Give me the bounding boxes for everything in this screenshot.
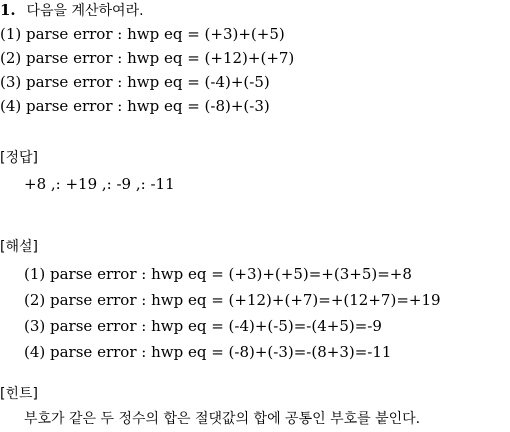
answer-header: [정답] — [0, 150, 38, 166]
answer-text: +8 ,: +19 ,: -9 ,: -11 — [24, 175, 175, 193]
problem-title — [0, 0, 144, 20]
solution-item-1: (1) parse error : hwp eq = (+3)+(+5)=+(3+5)=+8 — [24, 265, 412, 283]
hint-text: 부호가 같은 두 정수의 합은 절댓값의 합에 공통인 부호를 붙인다. — [24, 411, 421, 427]
solution-header: [해설] — [0, 239, 38, 255]
hint-header: [힌트] — [0, 386, 38, 402]
problem-number: 1. — [0, 1, 16, 19]
solution-item-4: (4) parse error : hwp eq = (-8)+(-3)=-(8+3)=-11 — [24, 343, 392, 361]
solution-item-3: (3) parse error : hwp eq = (-4)+(-5)=-(4+5)=-9 — [24, 317, 382, 335]
problem-item-2: (2) parse error : hwp eq = (+12)+(+7) — [0, 49, 295, 67]
problem-instruction: 다음을 계산하여라. — [26, 3, 144, 19]
problem-item-1: (1) parse error : hwp eq = (+3)+(+5) — [0, 25, 285, 43]
solution-item-2: (2) parse error : hwp eq = (+12)+(+7)=+(12+7)=+19 — [24, 291, 441, 309]
problem-item-4: (4) parse error : hwp eq = (-8)+(-3) — [0, 97, 270, 115]
problem-item-3: (3) parse error : hwp eq = (-4)+(-5) — [0, 73, 270, 91]
